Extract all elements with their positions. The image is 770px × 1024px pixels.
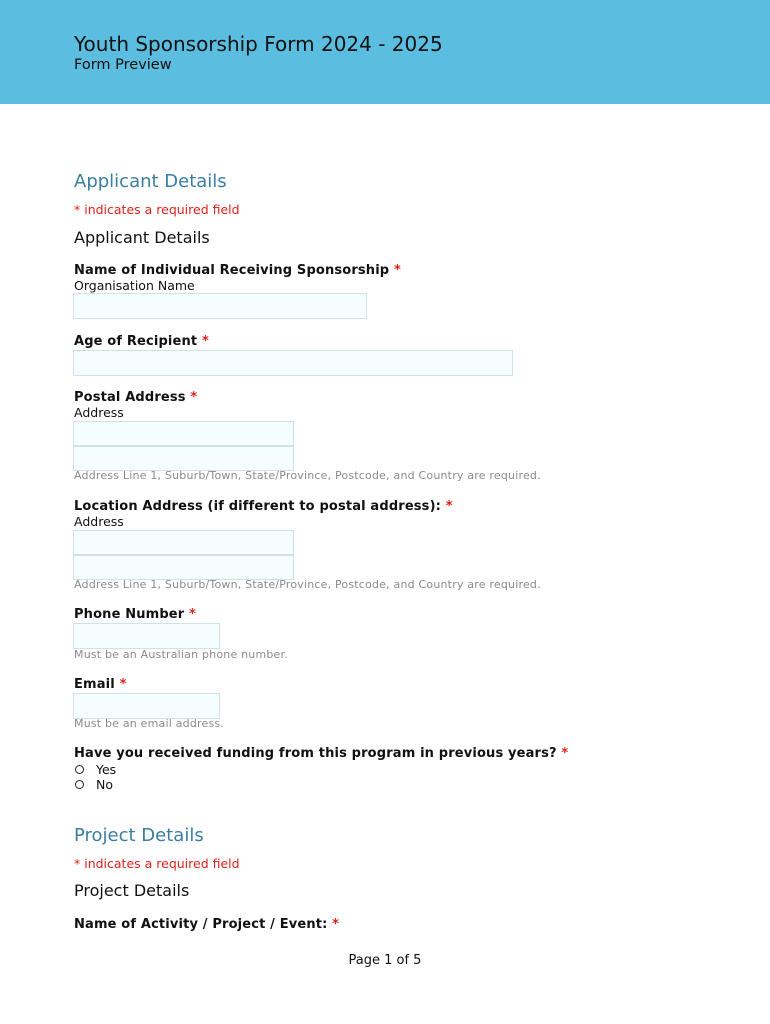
funding-question-label	[74, 746, 568, 761]
page-indicator: Page 1 of 5	[348, 953, 422, 968]
activity-name-label-text: Name of Activity / Project / Event:	[74, 917, 328, 932]
required-star: *	[201, 334, 209, 349]
email-hint: Must be an email address.	[74, 717, 225, 730]
funding-option-yes-label: Yes	[96, 762, 117, 777]
required-star: *	[393, 263, 401, 278]
location-address-sublabel: Address	[74, 514, 124, 529]
postal-address-line2-input[interactable]	[73, 446, 294, 471]
organisation-name-input[interactable]	[73, 293, 367, 319]
location-address-label	[74, 499, 453, 514]
activity-name-label	[74, 917, 339, 932]
location-address-line2-input[interactable]	[73, 555, 294, 580]
project-required-note: * indicates a required field	[74, 856, 240, 871]
phone-hint: Must be an Australian phone number.	[74, 648, 288, 661]
required-star: *	[445, 499, 453, 514]
funding-question-label-text: Have you received funding from this program in previous years?	[74, 746, 557, 761]
location-address-line1-input[interactable]	[73, 530, 294, 555]
funding-option-yes[interactable]	[75, 762, 116, 777]
postal-address-line1-input[interactable]	[73, 421, 294, 446]
phone-label	[74, 607, 196, 622]
applicant-subsection-title: Applicant Details	[74, 228, 210, 247]
form-title: Youth Sponsorship Form 2024 - 2025	[74, 32, 443, 56]
project-subsection-title: Project Details	[74, 881, 190, 900]
required-star: *	[332, 917, 340, 932]
postal-address-hint: Address Line 1, Suburb/Town, State/Province, Postcode, and Country are required.	[74, 469, 541, 482]
project-section-title: Project Details	[74, 825, 204, 846]
postal-address-label	[74, 390, 197, 405]
location-address-label-text: Location Address (if different to postal address):	[74, 499, 442, 514]
name-label	[74, 263, 401, 278]
postal-address-label-text: Postal Address	[74, 390, 186, 405]
postal-address-sublabel: Address	[74, 405, 124, 420]
form-subtitle: Form Preview	[74, 57, 172, 73]
required-star: *	[119, 677, 127, 692]
applicant-section-title: Applicant Details	[74, 171, 227, 192]
age-label-text: Age of Recipient	[74, 334, 198, 349]
applicant-required-note: * indicates a required field	[74, 202, 240, 217]
location-address-hint: Address Line 1, Suburb/Town, State/Province, Postcode, and Country are required.	[74, 578, 541, 591]
phone-input[interactable]	[73, 623, 220, 649]
required-star: *	[561, 746, 569, 761]
age-label	[74, 334, 209, 349]
funding-option-no[interactable]	[75, 777, 113, 792]
email-label-text: Email	[74, 677, 115, 692]
organisation-name-sublabel: Organisation Name	[74, 278, 195, 293]
phone-label-text: Phone Number	[74, 607, 185, 622]
email-label	[74, 677, 127, 692]
email-input[interactable]	[73, 693, 220, 719]
name-label-text: Name of Individual Receiving Sponsorship	[74, 263, 390, 278]
funding-option-no-label: No	[96, 777, 113, 792]
header-banner	[0, 0, 770, 104]
required-star: *	[190, 390, 198, 405]
radio-button-icon[interactable]	[75, 780, 84, 789]
radio-button-icon[interactable]	[75, 765, 84, 774]
age-input[interactable]	[73, 350, 513, 376]
required-star: *	[189, 607, 196, 622]
